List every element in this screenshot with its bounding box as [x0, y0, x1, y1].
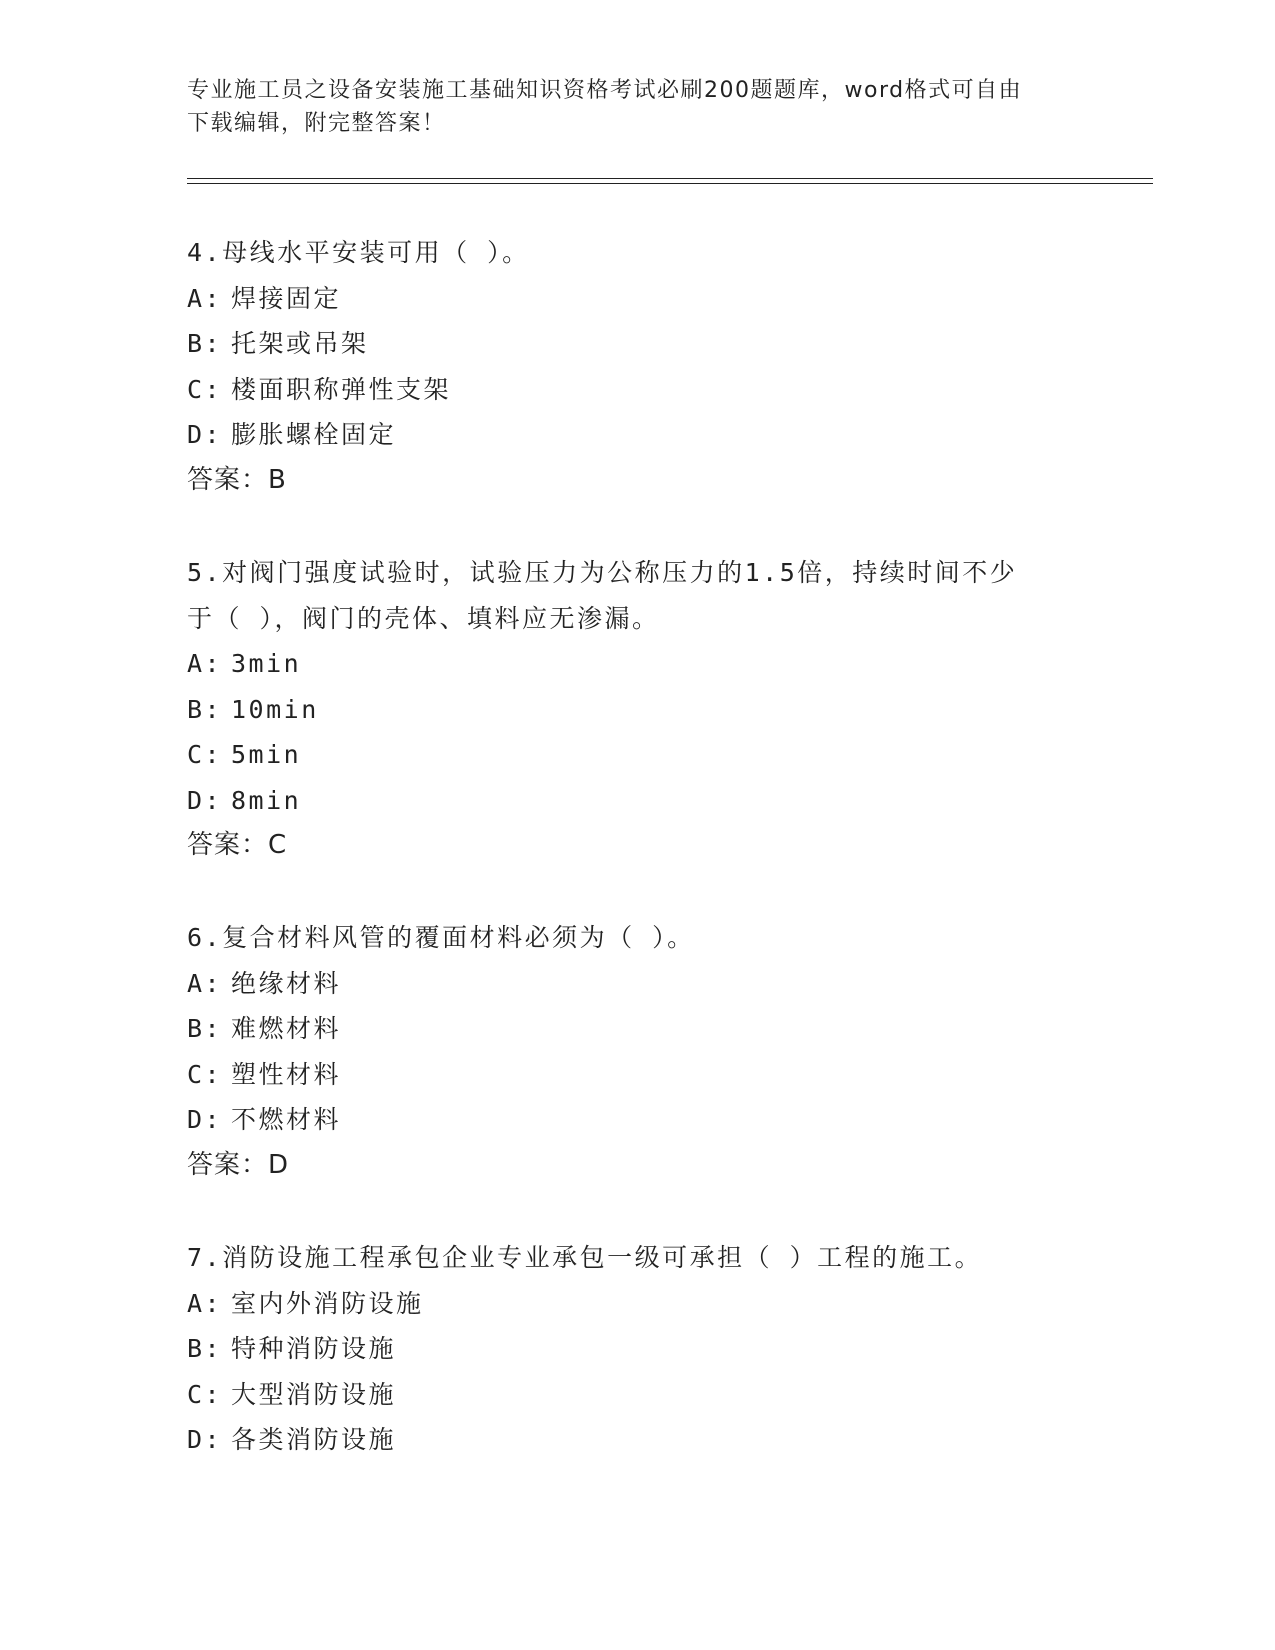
- option-label: A:: [187, 283, 223, 313]
- option-d: [187, 778, 1087, 824]
- question-5: [187, 550, 1087, 869]
- option-a: [187, 1281, 1087, 1327]
- answer-line: 答案：C: [187, 830, 288, 860]
- option-label: D:: [187, 1105, 223, 1134]
- option-label: D:: [187, 1425, 223, 1454]
- option-label: B:: [187, 1014, 223, 1043]
- option-a: [187, 961, 1087, 1007]
- question-7: [187, 1235, 1087, 1463]
- option-a: [187, 276, 1087, 322]
- option-c: [187, 732, 1087, 778]
- option-text: 5min: [231, 740, 302, 769]
- option-d: [187, 412, 1087, 458]
- option-label: B:: [187, 1334, 223, 1363]
- option-label: B:: [187, 329, 223, 358]
- question-4: [187, 230, 1087, 503]
- document-header: [187, 74, 1087, 140]
- option-c: [187, 1052, 1087, 1098]
- option-a: [187, 641, 1087, 687]
- option-c: [187, 1372, 1087, 1418]
- question-stem: 4.母线水平安装可用（ ）。: [187, 238, 530, 267]
- option-c: [187, 367, 1087, 413]
- answer-line: 答案：D: [187, 1149, 290, 1180]
- option-text: 膨胀螺栓固定: [231, 420, 397, 449]
- header-divider-top: [187, 178, 1153, 179]
- option-text: 不燃材料: [231, 1105, 342, 1134]
- option-text: 10min: [231, 694, 319, 724]
- option-text: 室内外消防设施: [231, 1288, 424, 1318]
- option-text: 焊接固定: [231, 283, 342, 313]
- question-stem-line-2: 于（ ），阀门的壳体、填料应无渗漏。: [187, 603, 660, 633]
- option-b: [187, 321, 1087, 367]
- option-b: [187, 687, 1087, 733]
- option-label: A:: [187, 649, 223, 678]
- option-b: [187, 1326, 1087, 1372]
- option-label: B:: [187, 694, 223, 724]
- option-d: [187, 1417, 1087, 1463]
- header-divider-bottom: [187, 183, 1153, 184]
- option-text: 各类消防设施: [231, 1425, 397, 1454]
- option-text: 难燃材料: [231, 1014, 342, 1043]
- option-b: [187, 1006, 1087, 1052]
- question-stem-line-1: 5.对阀门强度试验时，试验压力为公称压力的1.5倍，持续时间不少: [187, 558, 1018, 587]
- option-text: 3min: [231, 649, 302, 678]
- option-text: 绝缘材料: [231, 968, 342, 998]
- option-text: 楼面职称弹性支架: [231, 374, 452, 404]
- option-label: C:: [187, 740, 223, 769]
- answer-line: 答案：B: [187, 464, 287, 495]
- option-label: C:: [187, 374, 223, 404]
- option-label: D:: [187, 420, 223, 449]
- option-text: 托架或吊架: [231, 329, 369, 358]
- option-text: 8min: [231, 785, 302, 815]
- option-label: A:: [187, 968, 223, 998]
- option-label: C:: [187, 1379, 223, 1409]
- header-line-1: 专业施工员之设备安装施工基础知识资格考试必刷200题题库，word格式可自由: [187, 78, 1023, 103]
- header-line-2: 下载编辑，附完整答案！: [187, 111, 446, 136]
- question-stem: 6.复合材料风管的覆面材料必须为（ ）。: [187, 923, 695, 952]
- option-text: 塑性材料: [231, 1059, 342, 1089]
- option-d: [187, 1097, 1087, 1143]
- option-text: 特种消防设施: [231, 1334, 397, 1363]
- question-6: [187, 915, 1087, 1188]
- option-label: A:: [187, 1288, 223, 1318]
- option-text: 大型消防设施: [231, 1379, 397, 1409]
- option-label: D:: [187, 785, 223, 815]
- option-label: C:: [187, 1059, 223, 1089]
- question-stem: 7.消防设施工程承包企业专业承包一级可承担（ ）工程的施工。: [187, 1243, 983, 1272]
